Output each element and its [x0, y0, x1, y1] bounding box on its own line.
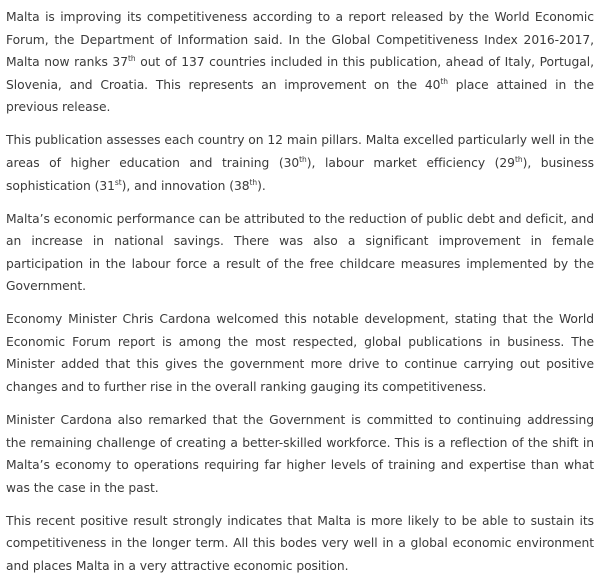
p1-sup-a: th: [127, 54, 136, 64]
p2-sup-c: st: [114, 177, 122, 187]
p2-text-e: ).: [257, 178, 266, 193]
p1-text-c: place attained in the previous release.: [6, 77, 594, 115]
p2-text-d: ), and innovation (38: [121, 178, 250, 193]
paragraph-3: Malta’s economic performance can be attributed to the reduction of public debt and deficit, and an increase in national savings. There was also a significant improvement in female participation in the labour force a result of the free childcare measures implemented by the Government.: [6, 211, 594, 294]
p1-sup-b: th: [440, 76, 449, 86]
paragraph-5: Minister Cardona also remarked that the Government is committed to continuing addressing the remaining challenge of creating a better-skilled workforce. This is a reflection of the shift in Malta’s economy to operations requiring far higher levels of training and expertise than what was the case in the past.: [6, 413, 594, 495]
p1-text-b: out of 137 countries included in this publication, ahead of Italy, Portugal, Slovenia, and Croatia. This represents an improvement on the 40: [6, 55, 594, 92]
p2-sup-d: th: [249, 177, 258, 187]
p2-text-c: ), business sophistication (31: [6, 155, 594, 193]
paragraph-6: This recent positive result strongly indicates that Malta is more likely to be able to sustain its competitiveness in the longer term. All this bodes very well in a global economic environment and places Malta in a very attractive economic position.: [6, 513, 594, 574]
p2-sup-a: th: [299, 154, 307, 164]
p2-text-b: ), labour market efficiency (29: [306, 155, 515, 170]
paragraph-2: [6, 129, 594, 197]
p2-text-a: This publication assesses each country on 12 main pillars. Malta excelled particularly well in the areas of higher education and training (30: [6, 133, 594, 170]
p1-text-a: Malta is improving its competitiveness according to a report released by the World Economic Forum, the Department of Information said. In the Global Competitiveness Index 2016-2017, Malta now ranks 37: [6, 10, 594, 70]
article-body: [6, 6, 594, 578]
p2-sup-b: th: [514, 154, 523, 164]
paragraph-1: [6, 6, 594, 119]
paragraph-4: Economy Minister Chris Cardona welcomed this notable development, stating that the World Economic Forum report is among the most respected, global publications in business. The Minister added that this gives the government more drive to continue carrying out positive changes and to further rise in the overall ranking gauging its competitiveness.: [6, 312, 594, 395]
